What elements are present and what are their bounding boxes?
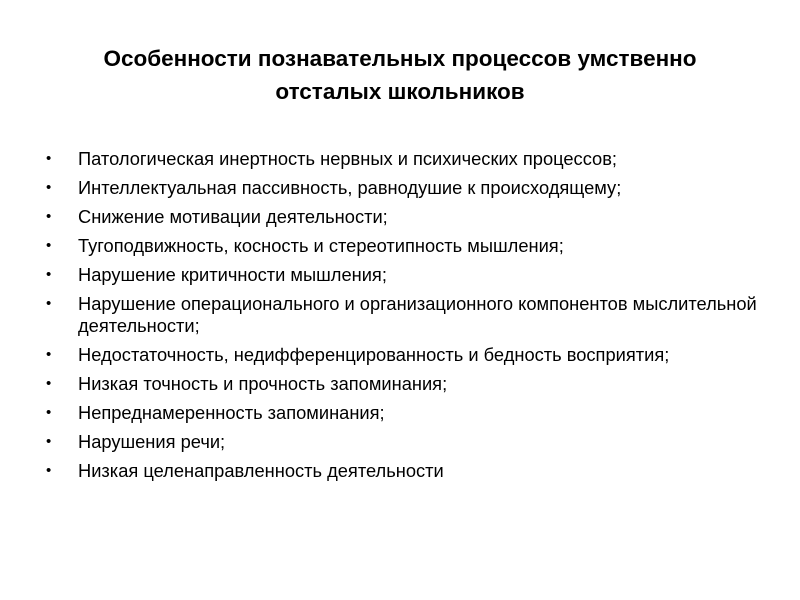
bullet-text: Непреднамеренность запоминания; bbox=[78, 401, 385, 423]
bullet-dot-icon: • bbox=[46, 345, 52, 363]
bullet-text: Нарушение критичности мышления; bbox=[78, 264, 387, 285]
bullet-text: Нарушение операционального и организационного компонентов мыслительной деятельности; bbox=[78, 293, 757, 336]
bullet-dot-icon: • bbox=[46, 295, 52, 312]
bullet-item bbox=[46, 402, 758, 424]
bullet-text: Низкая точность и прочность запоминания; bbox=[78, 372, 448, 394]
bullet-dot-icon: • bbox=[46, 208, 52, 225]
bullet-text: Нарушения речи; bbox=[78, 430, 226, 452]
bullet-item bbox=[46, 235, 758, 257]
bullet-list bbox=[46, 148, 758, 489]
bullet-text: Недостаточность, недифференцированность и бедность восприятия; bbox=[78, 343, 670, 365]
bullet-text: Тугоподвижность, косность и стереотипность мышления; bbox=[78, 235, 564, 256]
bullet-dot-icon: • bbox=[46, 432, 52, 450]
bullet-dot-icon: • bbox=[46, 237, 52, 254]
bullet-dot-icon: • bbox=[46, 374, 52, 392]
bullet-dot-icon: • bbox=[46, 403, 52, 421]
bullet-text: Снижение мотивации деятельности; bbox=[78, 206, 388, 227]
bullet-dot-icon: • bbox=[46, 461, 52, 479]
bullet-item bbox=[46, 293, 758, 336]
bullet-dot-icon: • bbox=[46, 150, 52, 167]
bullet-item bbox=[46, 148, 758, 170]
bullet-text: Низкая целенаправленность деятельности bbox=[78, 459, 444, 481]
bullet-item bbox=[46, 431, 758, 453]
bullet-dot-icon: • bbox=[46, 179, 52, 196]
bullet-item bbox=[46, 264, 758, 286]
slide-title-line-1: Особенности познавательных процессов умственно bbox=[103, 46, 697, 71]
bullet-item bbox=[46, 206, 758, 228]
bullet-item bbox=[46, 373, 758, 395]
bullet-text: Интеллектуальная пассивность, равнодушие к происходящему; bbox=[78, 177, 622, 198]
bullet-item bbox=[46, 460, 758, 482]
slide-title-line-2: отсталых школьников bbox=[275, 79, 525, 104]
bullet-item bbox=[46, 177, 758, 199]
bullet-dot-icon: • bbox=[46, 266, 52, 283]
slide-title bbox=[40, 42, 760, 108]
bullet-item bbox=[46, 344, 758, 366]
bullet-text: Патологическая инертность нервных и психических процессов; bbox=[78, 148, 617, 169]
